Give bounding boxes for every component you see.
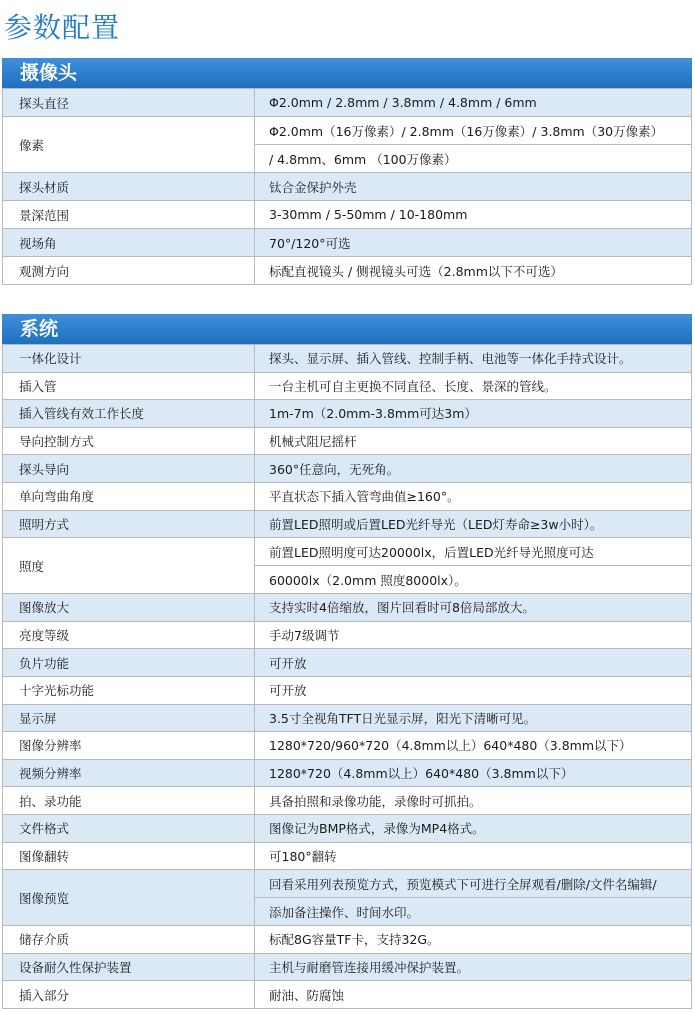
spec-key: 探头直径 bbox=[3, 89, 255, 117]
spec-value: 可开放 bbox=[255, 676, 692, 704]
table-row bbox=[3, 953, 692, 981]
spec-key: 图像放大 bbox=[3, 594, 255, 622]
spec-key: 文件格式 bbox=[3, 814, 255, 842]
table-row bbox=[3, 814, 692, 842]
page-title: 参数配置 bbox=[4, 11, 121, 44]
spec-value: 手动7级调节 bbox=[255, 621, 692, 649]
spec-value: 360°任意向，无死角。 bbox=[255, 455, 692, 483]
table-row bbox=[3, 400, 692, 428]
spec-value: 前置LED照明度可达20000lx，后置LED光纤导光照度可达 bbox=[255, 538, 692, 566]
table-row bbox=[3, 870, 692, 898]
spec-key: 视场角 bbox=[3, 229, 255, 257]
section-camera bbox=[2, 58, 692, 285]
spec-value: 1280*720/960*720（4.8mm以上）640*480（3.8mm以下） bbox=[255, 732, 692, 760]
spec-key: 显示屏 bbox=[3, 704, 255, 732]
table-row bbox=[3, 704, 692, 732]
spec-key: 视频分辨率 bbox=[3, 759, 255, 787]
section-header: 摄像头 bbox=[2, 58, 692, 88]
spec-key: 插入部分 bbox=[3, 981, 255, 1009]
table-row bbox=[3, 510, 692, 538]
spec-key: 单向弯曲角度 bbox=[3, 482, 255, 510]
spec-value: 添加备注操作、时间水印。 bbox=[255, 898, 692, 926]
spec-key: 像素 bbox=[3, 117, 255, 173]
spec-key: 十字光标功能 bbox=[3, 676, 255, 704]
spec-key: 导向控制方式 bbox=[3, 427, 255, 455]
section-system bbox=[2, 314, 692, 1009]
spec-value: Φ2.0mm / 2.8mm / 3.8mm / 4.8mm / 6mm bbox=[255, 89, 692, 117]
spec-value: / 4.8mm、6mm （100万像素） bbox=[255, 145, 692, 173]
table-row bbox=[3, 173, 692, 201]
spec-value: 60000lx（2.0mm 照度8000lx）。 bbox=[255, 566, 692, 594]
spec-table bbox=[2, 344, 692, 1009]
spec-value: 一台主机可自主更换不同直径、长度、景深的管线。 bbox=[255, 372, 692, 400]
spec-key: 探头导向 bbox=[3, 455, 255, 483]
spec-key: 景深范围 bbox=[3, 201, 255, 229]
table-row bbox=[3, 117, 692, 145]
section-header: 系统 bbox=[2, 314, 692, 344]
spec-value: 支持实时4倍缩放，图片回看时可8倍局部放大。 bbox=[255, 594, 692, 622]
spec-key: 储存介质 bbox=[3, 926, 255, 954]
table-row bbox=[3, 482, 692, 510]
spec-value: 具备拍照和录像功能，录像时可抓拍。 bbox=[255, 787, 692, 815]
spec-value: 1m-7m（2.0mm-3.8mm可达3m） bbox=[255, 400, 692, 428]
table-row bbox=[3, 229, 692, 257]
spec-key: 照度 bbox=[3, 538, 255, 594]
spec-value: 图像记为BMP格式，录像为MP4格式。 bbox=[255, 814, 692, 842]
table-row bbox=[3, 981, 692, 1009]
table-row bbox=[3, 89, 692, 117]
table-row bbox=[3, 787, 692, 815]
spec-value: 机械式阻尼摇杆 bbox=[255, 427, 692, 455]
table-row bbox=[3, 538, 692, 566]
table-row bbox=[3, 676, 692, 704]
spec-value: 钛合金保护外壳 bbox=[255, 173, 692, 201]
table-row bbox=[3, 427, 692, 455]
spec-key: 图像翻转 bbox=[3, 842, 255, 870]
spec-value: 可180°翻转 bbox=[255, 842, 692, 870]
table-row bbox=[3, 621, 692, 649]
spec-value: 3-30mm / 5-50mm / 10-180mm bbox=[255, 201, 692, 229]
spec-value: 耐油、防腐蚀 bbox=[255, 981, 692, 1009]
table-row bbox=[3, 759, 692, 787]
spec-key: 负片功能 bbox=[3, 649, 255, 677]
spec-key: 插入管 bbox=[3, 372, 255, 400]
spec-value: 回看采用列表预览方式，预览模式下可进行全屏观看/删除/文件名编辑/ bbox=[255, 870, 692, 898]
spec-key: 探头材质 bbox=[3, 173, 255, 201]
spec-table bbox=[2, 88, 692, 285]
spec-value: 标配直视镜头 / 侧视镜头可选（2.8mm以下不可选） bbox=[255, 257, 692, 285]
spec-key: 照明方式 bbox=[3, 510, 255, 538]
table-row bbox=[3, 257, 692, 285]
spec-key: 观测方向 bbox=[3, 257, 255, 285]
spec-value: 3.5寸全视角TFT日光显示屏，阳光下清晰可见。 bbox=[255, 704, 692, 732]
spec-value: 平直状态下插入管弯曲值≥160°。 bbox=[255, 482, 692, 510]
table-row bbox=[3, 345, 692, 373]
table-row bbox=[3, 649, 692, 677]
spec-value: 70°/120°可选 bbox=[255, 229, 692, 257]
spec-value: 1280*720（4.8mm以上）640*480（3.8mm以下） bbox=[255, 759, 692, 787]
spec-key: 插入管线有效工作长度 bbox=[3, 400, 255, 428]
spec-value: 探头、显示屏、插入管线、控制手柄、电池等一体化手持式设计。 bbox=[255, 345, 692, 373]
spec-key: 图像预览 bbox=[3, 870, 255, 926]
table-row bbox=[3, 594, 692, 622]
table-row bbox=[3, 372, 692, 400]
spec-key: 亮度等级 bbox=[3, 621, 255, 649]
table-row bbox=[3, 926, 692, 954]
spec-value: 主机与耐磨管连接用缓冲保护装置。 bbox=[255, 953, 692, 981]
spec-key: 设备耐久性保护装置 bbox=[3, 953, 255, 981]
spec-key: 一体化设计 bbox=[3, 345, 255, 373]
table-row bbox=[3, 732, 692, 760]
spec-value: 标配8G容量TF卡，支持32G。 bbox=[255, 926, 692, 954]
spec-value: 可开放 bbox=[255, 649, 692, 677]
spec-key: 拍、录功能 bbox=[3, 787, 255, 815]
spec-key: 图像分辨率 bbox=[3, 732, 255, 760]
spec-value: 前置LED照明或后置LED光纤导光（LED灯寿命≥3w小时）。 bbox=[255, 510, 692, 538]
table-row bbox=[3, 201, 692, 229]
table-row bbox=[3, 842, 692, 870]
spec-value: Φ2.0mm（16万像素）/ 2.8mm（16万像素）/ 3.8mm（30万像素） bbox=[255, 117, 692, 145]
table-row bbox=[3, 455, 692, 483]
